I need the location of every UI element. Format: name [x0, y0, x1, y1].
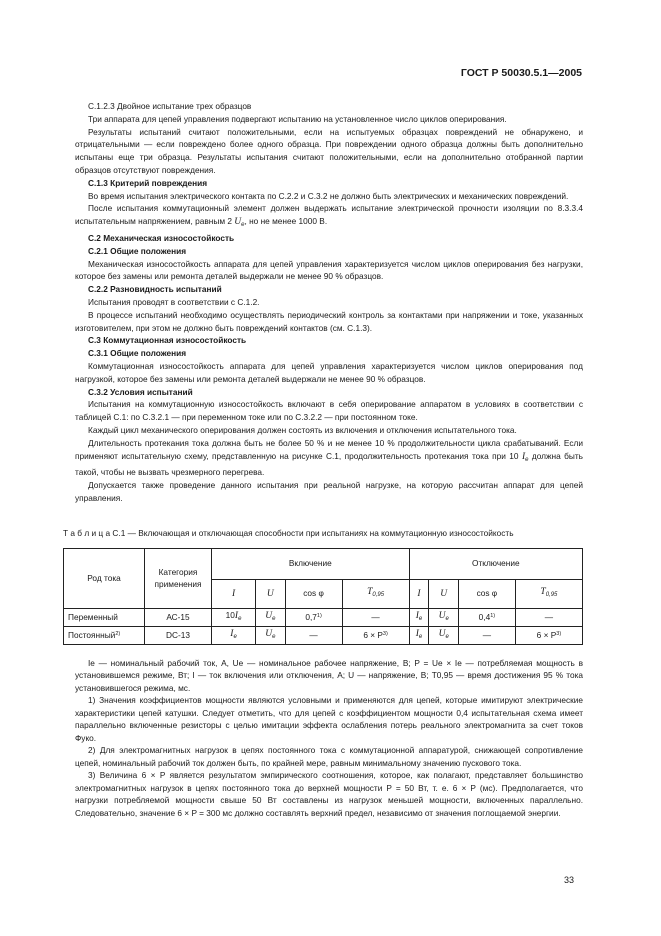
cell-make-cos: 0,7$^{1)}$: [285, 608, 342, 626]
table-notes: [75, 657, 583, 820]
paragraph: В процессе испытаний необходимо осуществлять периодический контроль за контактами при напряжении и токе, указанных изготовителем, при этом не должно быть повреждений контактов (см. С.1.3).: [75, 309, 583, 333]
document-header: ГОСТ Р 50030.5.1—2005: [460, 67, 582, 79]
section-title-c123: С.1.2.3 Двойное испытание трех образцов: [88, 101, 252, 111]
footnote-3: 3) Величина 6 × P является результатом эмпирического соотношения, которое, как полагают, представляет большинство электромагнитных нагрузок в цепях постоянного тока до верхней мощности P = 50 Вт, т. е. 6 × P (мс). Предполагается, что нагрузки потребляемой мощности свыше 50 Вт составлены из нагрузок меньшей мощности, включенных параллельно. Следовательно, значение 6 × P = 300 мс должно составлять верхний предел, независимо от значения поглощаемой энергии.: [75, 770, 583, 818]
paragraph-text: должна быть такой, чтобы не вызвать чрезмерного перегрева.: [75, 450, 583, 478]
cell-make-T: $6 \times P^{3)}$: [342, 626, 409, 644]
cell-break-U: $U_e$: [429, 608, 459, 626]
table-caption: Т а б л и ц а С.1 — Включающая и отключающая способности при испытаниях на коммутационную износостойкость: [63, 527, 514, 538]
paragraph: Коммутационная износостойкость аппарата для цепей управления характеризуется числом циклов оперирования под нагрузкой, которое без замены или ремонта деталей выдержали не менее 90 % образцов.: [75, 360, 583, 384]
paragraph: [75, 202, 583, 232]
cell-break-T: —: [515, 608, 582, 626]
cell-make-cos: —: [285, 626, 342, 644]
section-title-c31: С.3.1 Общие положения: [88, 348, 187, 359]
cell-type: Постоянный$^{2)}$: [64, 626, 145, 644]
subheader-U: U: [256, 579, 286, 608]
subheader-cos: cos φ: [285, 579, 342, 608]
cell-type: Переменный: [64, 608, 145, 626]
section-title-c3: С.3 Коммутационная износостойкость: [88, 335, 247, 346]
cell-category: АС-15: [145, 608, 212, 626]
cell-make-U: $U_e$: [256, 608, 286, 626]
section-title-c22: С.2.2 Разновидность испытаний: [88, 284, 222, 295]
table-c1: [63, 548, 583, 645]
subheader-T: $T_{0,95}$: [515, 579, 582, 608]
paragraph: [75, 437, 583, 479]
document-body: [63, 100, 583, 819]
subheader-I: I: [212, 579, 256, 608]
section-title-c13: С.1.3 Критерий повреждения: [88, 177, 208, 188]
voltage-subscript: e: [241, 222, 245, 229]
cell-category: DC-13: [145, 626, 212, 644]
paragraph: Во время испытания электрического контакта по С.2.2 и С.3.2 не должно быть электрических и механических повреждений.: [88, 190, 569, 201]
header-make: Включение: [212, 548, 410, 579]
section-title-c32: С.3.2 Условия испытаний: [88, 386, 193, 397]
paragraph-text: После испытания коммутационный элемент должен выдержать испытание электрической прочности изоляции по 8.3.3.4 испытательным напряжением, равным 2: [75, 203, 583, 227]
cell-break-cos: —: [458, 626, 515, 644]
cell-break-cos: 0,4$^{1)}$: [458, 608, 515, 626]
paragraph: Механическая износостойкость аппарата для цепей управления характеризуется числом циклов оперирования без нагрузки, которое без замены или ремонта деталей выдержали не менее 90 % образцов.: [75, 258, 583, 282]
current-symbol: I: [521, 451, 526, 462]
voltage-symbol: U: [234, 217, 242, 228]
header-category: Категория применения: [145, 548, 212, 608]
cell-break-I: $I_e$: [409, 626, 429, 644]
header-break: Отключение: [409, 548, 582, 579]
cell-make-I: $10I_e$: [212, 608, 256, 626]
cell-break-T: $6 \times P^{3)}$: [515, 626, 582, 644]
paragraph-text: Длительность протекания тока должна быть не более 50 % и не менее 10 % продолжительности цикла срабатываний. Если применяют испытательную схему, представленную на рисунке С.1, продолжительность протекания тока при 10: [75, 437, 583, 461]
subheader-cos: cos φ: [458, 579, 515, 608]
subheader-T: $T_{0,95}$: [342, 579, 409, 608]
section-title-c2: С.2 Механическая износостойкость: [88, 232, 235, 243]
paragraph: Каждый цикл механического оперирования должен состоять из включения и отключения испытательного тока.: [88, 424, 517, 435]
paragraph: Допускается также проведение данного испытания при реальной нагрузке, на которую рассчитан аппарат для цепей управления.: [75, 480, 583, 503]
paragraph-text: , но не менее 1000 В.: [244, 216, 328, 227]
header-current-type: Род тока: [64, 548, 145, 608]
paragraph: Испытания проводят в соответствии с С.1.2.: [88, 296, 260, 307]
subheader-I: I: [409, 579, 429, 608]
table-row: [64, 626, 583, 644]
subheader-U: U: [429, 579, 459, 608]
cell-make-I: $I_e$: [212, 626, 256, 644]
page-number: 33: [564, 875, 575, 885]
table-row: [64, 608, 583, 626]
current-subscript: e: [525, 456, 529, 463]
paragraph: Три аппарата для цепей управления подвергают испытанию на установленное число циклов оперирования.: [88, 113, 507, 124]
paragraph: Испытания на коммутационную износостойкость включают в себя оперирование аппаратом в условиях в соответствии с таблицей С.1: по С.3.2.1 — при переменном токе или по С.3.2.2 — при постоянном токе.: [75, 399, 583, 423]
cell-break-I: $I_e$: [409, 608, 429, 626]
table-legend: Iе — номинальный рабочий ток, А, Uе — номинальное рабочее напряжение, В; P = Uе × Iе — потребляемая мощность в установившемся режиме, Вт; I — ток включения или отключения, А; U — напряжение, В; T0,95 — время достижения 95 % тока установившегося режима, мс.: [75, 657, 583, 693]
cell-break-U: $U_e$: [429, 626, 459, 644]
cell-make-U: $U_e$: [256, 626, 286, 644]
paragraph: Результаты испытаний считают положительными, если на испытуемых образцах повреждений не обнаружено, и отрицательными — если повреждено более одного образца. При повреждении одного образца должны быть дополнительно испытаны еще три образца. Результаты испытания считают положительными, если на дополнительно отобранной партии образцов отсутствуют повреждения.: [75, 126, 583, 175]
footnote-2: 2) Для электромагнитных нагрузок в цепях постоянного тока с коммутационной аппаратурой, снижающей сопротивление цепей, номинальный рабочий ток должен быть, по крайней мере, равным минимальному значению пускового тока.: [75, 745, 583, 768]
section-title-c21: С.2.1 Общие положения: [88, 245, 187, 256]
footnote-1: 1) Значения коэффициентов мощности являются условными и применяются для цепей, которые имитируют электрические характеристики цепей катушки. Следует отметить, что для цепей с коэффициентом мощности 0,4 испытательная схема имеет параллельно включенные резисторы с целью имитации эффекта ослабления потерь реального электромагнита за счет токов Фуко.: [75, 695, 583, 743]
cell-make-T: —: [342, 608, 409, 626]
